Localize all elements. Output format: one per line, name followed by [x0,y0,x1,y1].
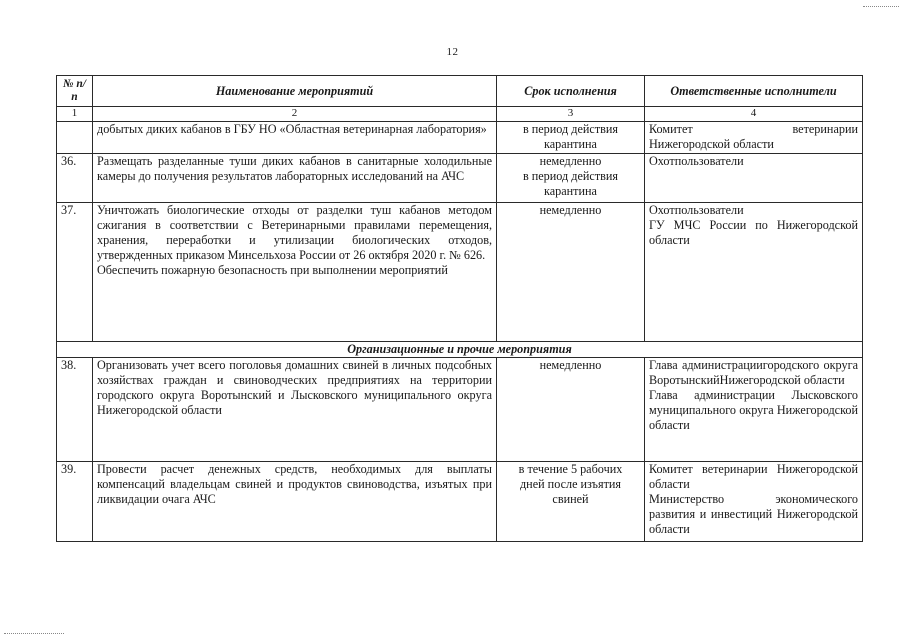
responsible-line: Охотпользователи [649,154,744,168]
col-number: 2 [93,107,497,122]
section-row [57,342,863,358]
table-row [57,203,863,342]
term-line: немедленно [539,203,602,217]
row-number: 37. [57,203,93,342]
row-measure [93,203,497,342]
row-responsible [645,154,863,203]
row-responsible [645,358,863,462]
col-number: 3 [497,107,645,122]
row-responsible [645,462,863,542]
responsible-line: Глава администрациигородского округа ВоротынскийНижегородской области [649,358,858,387]
section-title: Организационные и прочие мероприятия [57,342,863,358]
table-row [57,358,863,462]
table-row [57,122,863,154]
measure-text: Обеспечить пожарную безопасность при выполнении мероприятий [97,263,448,277]
responsible-line: Охотпользователи [649,203,744,217]
responsible-line: Глава администрации Лысковского муниципального округа Нижегородской области [649,388,858,432]
term-line: карантина [544,137,597,151]
term-line: немедленно [539,358,602,372]
term-line: карантина [544,184,597,198]
responsible-line: Нижегородской области [649,137,774,151]
row-term [497,462,645,542]
row-measure: Организовать учет всего поголовья домашних свиней в личных подсобных хозяйствах граждан и свиноводческих предприятиях на территории городского округа Воротынский и Лысковского муниципального округа Нижегородской области [93,358,497,462]
row-measure: Размещать разделанные туши диких кабанов в санитарные холодильные камеры до получения результатов лабораторных исследований на АЧС [93,154,497,203]
responsible-line: Комитет ветеринарии [649,122,858,136]
row-term [497,203,645,342]
row-measure: добытых диких кабанов в ГБУ НО «Областная ветеринарная лаборатория» [93,122,497,154]
term-line: в течение 5 рабочих [518,462,623,476]
header-term: Срок исполнения [497,76,645,107]
term-line: в период действия [522,122,619,136]
row-term [497,122,645,154]
term-line: в период действия [522,169,619,183]
responsible-line: Министерство экономического развития и инвестиций Нижегородской области [649,492,858,536]
table-row [57,462,863,542]
col-number: 4 [645,107,863,122]
row-measure: Провести расчет денежных средств, необходимых для выплаты компенсаций владельцам свиней и продуктов свиноводства, изъятых при ликвидации очага АЧС [93,462,497,542]
header-num: № п/п [57,76,93,107]
row-number [57,122,93,154]
responsible-line: Комитет ветеринарии Нижегородской области [649,462,858,491]
table-row [57,154,863,203]
column-number-row [57,107,863,122]
row-term [497,358,645,462]
row-responsible [645,122,863,154]
responsible-line: ГУ МЧС России по Нижегородской области [649,218,858,247]
measures-table [56,75,863,542]
row-responsible [645,203,863,342]
col-number: 1 [57,107,93,122]
scan-artifact-bottom [4,633,64,634]
row-term [497,154,645,203]
header-name: Наименование мероприятий [93,76,497,107]
term-line: немедленно [539,154,602,168]
term-line: дней после изъятия [519,477,622,491]
header-row [57,76,863,107]
header-responsible: Ответственные исполнители [645,76,863,107]
page-number: 12 [446,46,459,58]
row-number: 38. [57,358,93,462]
row-number: 39. [57,462,93,542]
measure-text: Уничтожать биологические отходы от разделки туш кабанов методом сжигания в соответствии с Ветеринарными правилами перемещения, хранения, переработки и утилизации биологических отходов, утвержденных приказом Минсельхоза России от 26 октября 2020 г. № 626. [97,203,492,262]
scan-artifact-top [863,6,899,7]
term-line: свиней [552,492,589,506]
row-number: 36. [57,154,93,203]
